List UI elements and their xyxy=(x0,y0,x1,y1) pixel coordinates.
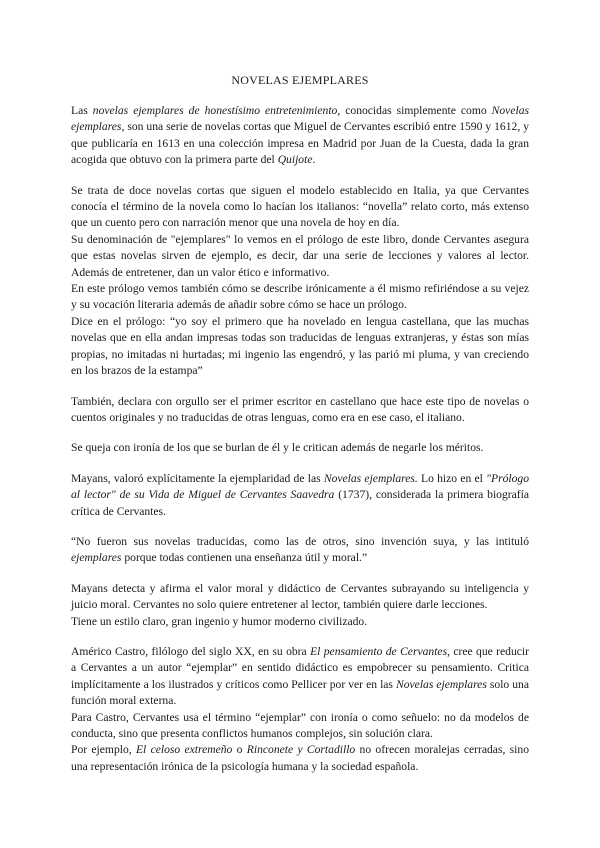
italic-title: El pensamiento de Cervantes xyxy=(310,644,448,658)
paragraph-prologo: En este prólogo vemos también cómo se describe irónicamente a él mismo refiriéndose a su vejez y su vocación literaria además de añadir sobre cómo se hace un prólogo. xyxy=(71,282,529,312)
italic-title: El celoso extremeño xyxy=(135,743,233,757)
italic-title: novelas ejemplares de honestísimo entretenimiento xyxy=(92,104,338,117)
paragraph-ejemplos xyxy=(71,742,529,775)
paragraph-cita-prologo: Dice en el prólogo: “yo soy el primero que ha novelado en lengua castellana, que las muchas novelas que en ella andan impresas todas son traducidas de lenguas extranjeras, y éstas son mías propias, no imitadas ni hurtadas; mi ingenio las engendró, y las parió mi pluma, y van creciendo en los brazos de la estampa” xyxy=(71,314,529,378)
text-run: Lo hizo en el xyxy=(417,471,487,485)
text-run: Américo Castro, filólogo del siglo XX, en su obra xyxy=(71,644,311,658)
paragraph-mayans xyxy=(71,471,529,520)
text-run: o xyxy=(232,743,247,757)
text-run: porque todas contienen una enseñanza útil y moral.” xyxy=(121,551,368,565)
text-run: . xyxy=(312,153,316,167)
paragraph-castro-ironia: Para Castro, Cervantes usa el término “ejemplar” con ironía o como señuelo: no da modelos de conducta, sino que presenta conflictos humanos complejos, sin solución clara. xyxy=(71,710,529,740)
paragraph-denominacion: Su denominación de "ejemplares" lo vemos en el prólogo de este libro, donde Cervantes asegura que estas novelas sirven de ejemplo, es decir, dar una serie de lecciones y valores al lector. Además de entretener, dan un valor ético e informativo. xyxy=(71,232,529,279)
paragraph-americo-castro xyxy=(71,644,529,710)
italic-title: Novelas ejemplares xyxy=(71,104,530,134)
italic-title: Quijote xyxy=(277,153,313,167)
paragraph-cita-mayans xyxy=(71,534,529,567)
text-run: Por ejemplo, xyxy=(71,743,136,757)
paragraph-orgullo: También, declara con orgullo ser el primer escritor en castellano que hace este tipo de novelas o cuentos originales y no traducidas de otras lenguas, como era en ese caso, el italiano. xyxy=(71,394,529,424)
text-run: , conocidas simplemente como xyxy=(337,104,492,117)
italic-title: Novelas ejemplares. xyxy=(323,471,418,485)
document-body xyxy=(71,103,529,775)
paragraph-modelo-italiano: Se trata de doce novelas cortas que siguen el modelo establecido en Italia, ya que Cervantes conocía el término de la novela como lo hacían los italianos: “novella” relato corto, más extenso que un cuento pero con narración menor que una novela de hoy en día. xyxy=(71,183,529,230)
text-run: Las xyxy=(71,104,93,117)
italic-title: "Prólogo al lector" de su Vida de Miguel de Cervantes Saavedra xyxy=(71,471,529,502)
italic-title: ejemplares xyxy=(71,551,122,565)
italic-title: Rinconete y Cortadillo xyxy=(246,743,356,757)
paragraph-valor-moral: Mayans detecta y afirma el valor moral y didáctico de Cervantes subrayando su inteligencia y juicio moral. Cervantes no solo quiere entretener al lector, también quiere darle lecciones. xyxy=(71,581,529,612)
text-run: no ofrecen moralejas cerradas, sino una representación irónica de la psicología humana y la sociedad española. xyxy=(71,743,530,773)
text-run: solo una función moral externa. xyxy=(71,677,529,708)
text-run: “No fueron sus novelas traducidas, como las de otros, sino invención suya, y las intituló xyxy=(71,534,529,548)
italic-title: Novelas ejemplares xyxy=(396,677,487,691)
page-title: NOVELAS EJEMPLARES xyxy=(231,73,369,87)
paragraph-queja: Se queja con ironía de los que se burlan de él y le critican además de negarle los méritos. xyxy=(71,441,484,455)
text-run: Mayans, valoró explícitamente la ejemplaridad de las xyxy=(71,471,324,485)
text-run: , cree que reducir a Cervantes a un autor “ejemplar” en sentido didáctico es empobrecer su pensamiento. Critica implícitamente a los ilustrados y críticos como Pellicer por ver en las xyxy=(71,644,529,691)
paragraph-estilo: Tiene un estilo claro, gran ingenio y humor moderno civilizado. xyxy=(71,614,368,628)
paragraph-intro xyxy=(71,103,529,169)
text-run: , son una serie de novelas cortas que Miguel de Cervantes escribió entre 1590 y 1612, y que publicaría en 1613 en una colección impresa en Madrid por Juan de la Cuesta, dada la gran acogida que obtuvo con la primera parte del xyxy=(71,120,529,167)
text-run: (1737), considerada la primera biografía crítica de Cervantes. xyxy=(71,488,529,518)
